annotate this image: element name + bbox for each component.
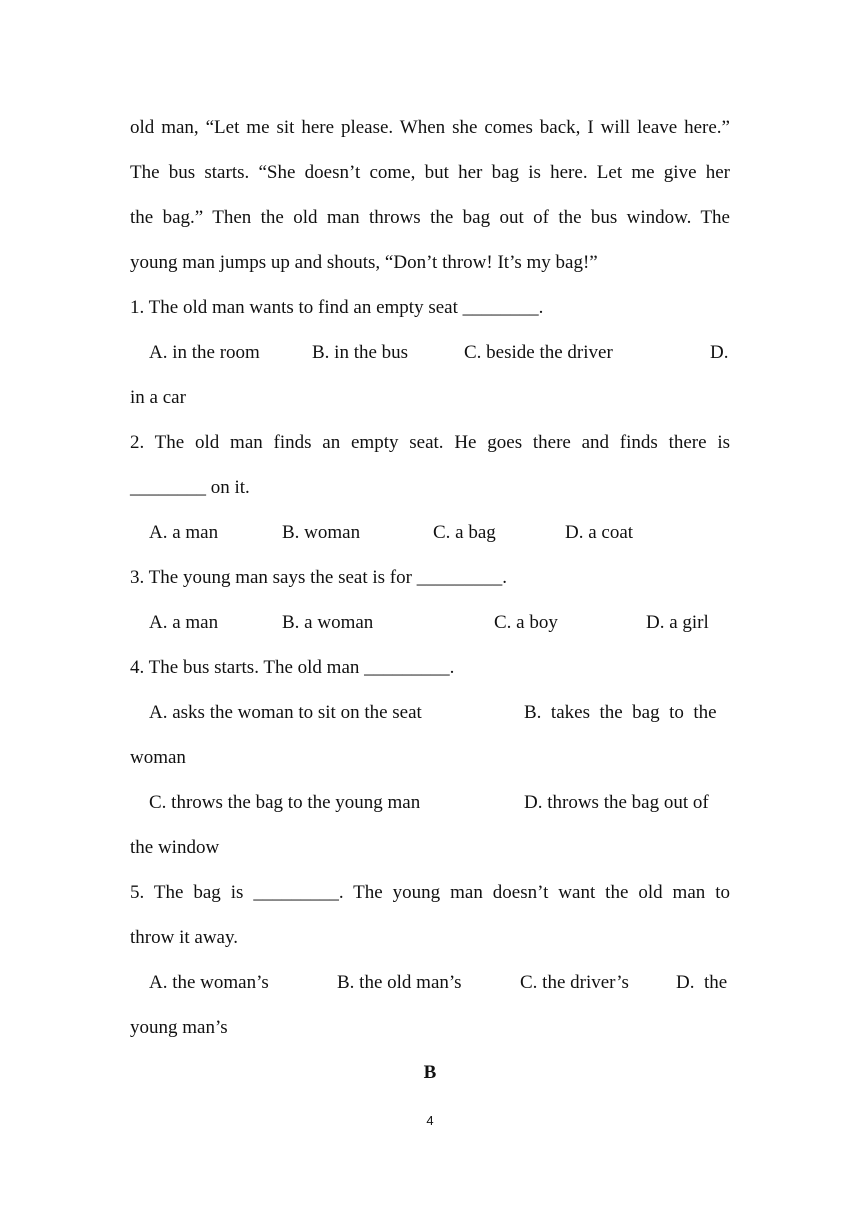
option-d: D. a coat [565,522,634,543]
option-b: B. takes the bag to the [524,702,717,723]
option-d: D. the [676,972,728,993]
option-b: B. the old man’s [337,972,462,993]
option-b: B. in the bus [312,342,409,363]
option-d-continued: in a car [130,387,186,408]
option-a: A. in the room [149,342,260,363]
option-d: D. a girl [646,612,709,633]
option-a: A. asks the woman to sit on the seat [149,702,422,723]
option-c: C. a boy [494,612,558,633]
question-stem-continued: ________ on it. [130,477,250,498]
section-heading: B [423,1062,437,1083]
option-a: A. the woman’s [149,972,269,993]
page-number: 4 [426,1113,434,1128]
option-c: C. beside the driver [464,342,613,363]
passage-line: old man, “Let me sit here please. When she comes back, I will leave here.” [130,117,730,138]
question-stem-continued: throw it away. [130,927,238,948]
option-b-continued: woman [130,747,186,768]
option-a: A. a man [149,612,219,633]
option-c: C. throws the bag to the young man [149,792,421,813]
passage-line: young man jumps up and shouts, “Don’t throw! It’s my bag!” [130,252,598,273]
passage-line: The bus starts. “She doesn’t come, but her bag is here. Let me give her [130,162,730,183]
option-d-continued: the window [130,837,220,858]
question-stem: 4. The bus starts. The old man _________. [130,657,455,678]
question-stem: 2. The old man finds an empty seat. He goes there and finds there is [130,432,730,453]
question-stem: 1. The old man wants to find an empty seat ________. [130,297,544,318]
option-c: C. the driver’s [520,972,629,993]
option-b: B. a woman [282,612,374,633]
question-stem: 5. The bag is _________. The young man doesn’t want the old man to [130,882,730,903]
option-a: A. a man [149,522,219,543]
option-d: D. [710,342,729,363]
option-d-continued: young man’s [130,1017,228,1038]
option-d: D. throws the bag out of [524,792,709,813]
passage-line: the bag.” Then the old man throws the bag out of the bus window. The [130,207,730,228]
question-stem: 3. The young man says the seat is for _________. [130,567,507,588]
option-b: B. woman [282,522,361,543]
option-c: C. a bag [433,522,496,543]
